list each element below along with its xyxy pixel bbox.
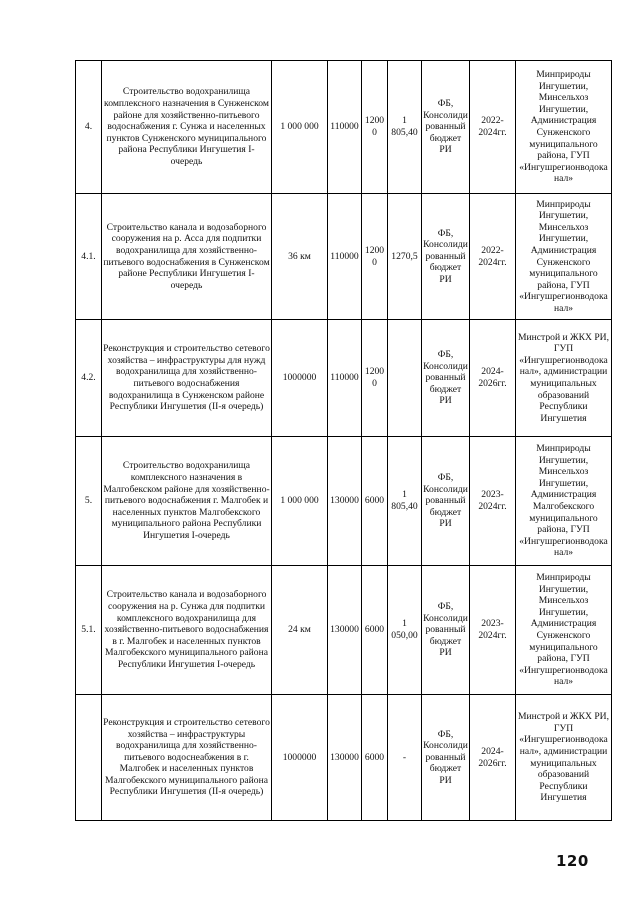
project-name: Реконструкция и строительство сетевого хозяйства – инфраструктуры водохранилища для хозяйственно-питьевого водоснеабжения в г. Малгобек и населенных пунктов Малгобекского муниципального района Республики Ингушетия (II-я очередь) [102,695,272,821]
funding-source-cell: ФБ, Консолидированный бюджет РИ [422,437,470,566]
table-row [76,320,612,437]
capacity-cell: 1000000 [272,695,328,821]
period-cell: 2023-2024гг. [470,566,516,695]
project-name: Строительство водохранилища комплексного назначения в Сунженском районе для хозяйственно-питьевого водоснабжения г. Сунжа и населенных пунктов Сунженского муниципального района Республики Ингушетия I-очередь [102,61,272,194]
funding-source-cell: ФБ, Консолидированный бюджет РИ [422,194,470,320]
project-name: Строительство водохранилища комплексного назначения в Малгобекском районе для хозяйственно-питьевого водоснабжения г. Малгобек и населенных пунктов Малгобекского муниципального района Республики Ингушетия I-очередь [102,437,272,566]
funding-source-cell: ФБ, Консолидированный бюджет РИ [422,61,470,194]
table-row [76,566,612,695]
capacity-cell: 1 000 000 [272,61,328,194]
value-2-cell: 6000 [362,695,388,821]
cost-cell [388,320,422,437]
capacity-cell: 36 км [272,194,328,320]
row-number: 4.2. [76,320,102,437]
value-1-cell: 130000 [328,695,362,821]
value-2-cell: 12000 [362,320,388,437]
value-1-cell: 110000 [328,194,362,320]
responsible-org-cell: Минстрой и ЖКХ РИ, ГУП «Ингушрегионводоканал», администрации муниципальных образований Республики Ингушетия [516,320,612,437]
table-row [76,437,612,566]
funding-source-cell: ФБ, Консолидированный бюджет РИ [422,320,470,437]
cost-cell: 1 805,40 [388,437,422,566]
period-cell: 2022-2024гг. [470,194,516,320]
table-row [76,61,612,194]
responsible-org-cell: Минприроды Ингушетии, Минсельхоз Ингушетии, Администрация Сунженского муниципального района, ГУП «Ингушрегионводоканал» [516,61,612,194]
responsible-org-cell: Минстрой и ЖКХ РИ, ГУП «Ингушрегионводоканал», администрации муниципальных образований Республики Ингушетия [516,695,612,821]
period-cell: 2023-2024гг. [470,437,516,566]
value-1-cell: 130000 [328,566,362,695]
value-1-cell: 130000 [328,437,362,566]
value-2-cell: 12000 [362,194,388,320]
investment-projects-table [75,60,612,821]
table-row [76,695,612,821]
cost-cell: 1270,5 [388,194,422,320]
funding-source-cell: ФБ, Консолидированный бюджет РИ [422,566,470,695]
capacity-cell: 24 км [272,566,328,695]
value-1-cell: 110000 [328,61,362,194]
table-body [76,61,612,821]
project-name: Реконструкция и строительство сетевого хозяйства – инфраструктуры для нужд водохранилища для хозяйственно-питьевого водоснабжения водохранилища в Сунженском районе Республики Ингушетия (II-я очередь) [102,320,272,437]
cost-cell: 1 050,00 [388,566,422,695]
row-number: 5.1. [76,566,102,695]
period-cell: 2024-2026гг. [470,695,516,821]
cost-cell: 1 805,40 [388,61,422,194]
cost-cell: - [388,695,422,821]
project-name: Строительство канала и водозаборного сооружения на р. Сунжа для подпитки комплексного водохранилища для хозяйственно-питьевого водоснабжения в г. Малгобек и населенных пунктов Малгобекского муниципального района Республики Ингушетия I-очередь [102,566,272,695]
capacity-cell: 1000000 [272,320,328,437]
row-number [76,695,102,821]
responsible-org-cell: Минприроды Ингушетии, Минсельхоз Ингушетии, Администрация Сунженского муниципального района, ГУП «Ингушрегионводоканал» [516,194,612,320]
responsible-org-cell: Минприроды Ингушетии, Минсельхоз Ингушетии, Администрация Сунженского муниципального района, ГУП «Ингушрегионводоканал» [516,566,612,695]
page-number: 120 [556,852,589,870]
responsible-org-cell: Минприроды Ингушетии, Минсельхоз Ингушетии, Администрация Малгобекского муниципального района, ГУП «Ингушрегионводоканал» [516,437,612,566]
value-2-cell: 6000 [362,437,388,566]
value-1-cell: 110000 [328,320,362,437]
value-2-cell: 6000 [362,566,388,695]
table-row [76,194,612,320]
period-cell: 2022-2024гг. [470,61,516,194]
project-name: Строительство канала и водозаборного сооружения на р. Асса для подпитки водохранилища для хозяйственно-питьевого водоснабжения в Сунженском районе Республики Ингушетия I-очередь [102,194,272,320]
value-2-cell: 12000 [362,61,388,194]
funding-source-cell: ФБ, Консолидированный бюджет РИ [422,695,470,821]
period-cell: 2024-2026гг. [470,320,516,437]
row-number: 5. [76,437,102,566]
capacity-cell: 1 000 000 [272,437,328,566]
row-number: 4. [76,61,102,194]
row-number: 4.1. [76,194,102,320]
